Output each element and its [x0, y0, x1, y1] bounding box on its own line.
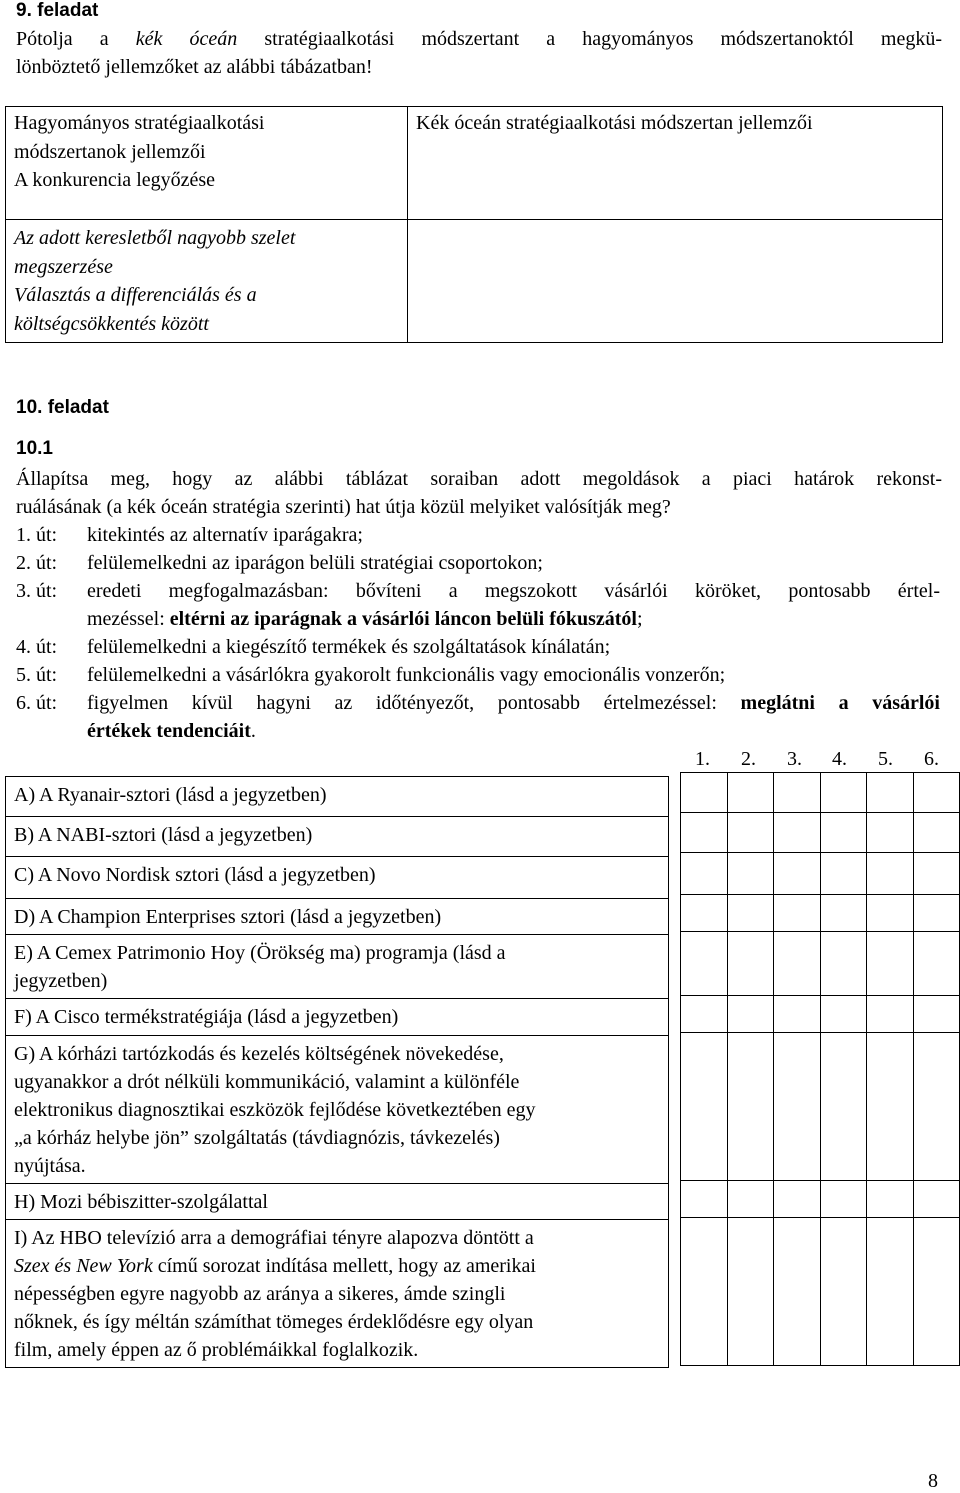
- blue-ocean-header-cell[interactable]: [408, 107, 943, 220]
- answer-cell-d-4[interactable]: [820, 895, 867, 932]
- task9-instruction-line1: Pótolja a kék óceán stratégiaalkotási módszertant a hagyományos módszertanoktól megkü-: [16, 28, 943, 50]
- answer-cell-a-5[interactable]: [867, 773, 914, 813]
- answer-cell-h-1[interactable]: [681, 1181, 728, 1218]
- answer-cell-a-3[interactable]: [774, 773, 821, 813]
- answer-cell-h-5[interactable]: [867, 1181, 914, 1218]
- task9-comparison-table: [5, 106, 943, 343]
- answer-cell-b-1[interactable]: [681, 813, 728, 853]
- answer-cell-c-3[interactable]: [774, 853, 821, 895]
- grid-header-5: 5.: [878, 748, 893, 770]
- answer-cell-a-6[interactable]: [913, 773, 960, 813]
- way-3: 3. út: eredeti megfogalmazásban: bővíteni a megszokott vásárlói köröket, pontosabb értel- mezéssel: eltérni az iparágnak a vásárlói láncon belüli fókuszától;: [16, 580, 940, 630]
- answer-cell-g-2[interactable]: [727, 1033, 774, 1181]
- traditional-header: Hagyományos stratégiaalkotási módszertanok jellemzői: [14, 112, 265, 163]
- task9-title: 9. feladat: [16, 0, 99, 21]
- traditional-row-1: A konkurencia legyőzése: [14, 169, 216, 191]
- answer-cell-e-4[interactable]: [820, 932, 867, 996]
- grid-header-3: 3.: [787, 748, 802, 770]
- answer-cell-f-6[interactable]: [913, 996, 960, 1033]
- answer-cell-a-1[interactable]: [681, 773, 728, 813]
- answer-cell-b-5[interactable]: [867, 813, 914, 853]
- answer-cell-d-3[interactable]: [774, 895, 821, 932]
- case-e: E) A Cemex Patrimonio Hoy (Örökség ma) programja (lásd a jegyzetben): [6, 935, 669, 999]
- traditional-row-2: Az adott keresletből nagyobb szelet megszerzése: [14, 227, 296, 278]
- case-f: F) A Cisco termékstratégiája (lásd a jegyzetben): [6, 999, 669, 1036]
- traditional-rows-cell: [6, 220, 408, 343]
- case-i: I) Az HBO televízió arra a demográfiai tényre alapozva döntött a Szex és New York című sorozat indítása mellett, hogy az amerikai népességben egyre nagyobb az aránya a sikeres, ámde szingli nőknek, és így méltán számíthat tömeges érdeklődésre egy olyan film, amely éppen az ő problémáikkal foglalkozik.: [6, 1220, 669, 1368]
- answer-cell-b-6[interactable]: [913, 813, 960, 853]
- answer-cell-c-2[interactable]: [727, 853, 774, 895]
- answer-cell-i-1[interactable]: [681, 1218, 728, 1366]
- task10-question-line2: ruálásának (a kék óceán stratégia szerinti) hat útja közül melyiket valósítják meg?: [16, 496, 671, 518]
- answer-cell-b-4[interactable]: [820, 813, 867, 853]
- way-6: 6. út: figyelmen kívül hagyni az időtényezőt, pontosabb értelmezéssel: meglátni a vásárlói értékek tendenciáit.: [16, 692, 940, 742]
- answer-cell-b-3[interactable]: [774, 813, 821, 853]
- answer-cell-i-5[interactable]: [867, 1218, 914, 1366]
- task9-instruction-line2: lönböztető jellemzőket az alábbi tábázatban!: [16, 56, 373, 78]
- answer-cell-e-1[interactable]: [681, 932, 728, 996]
- answer-cell-a-4[interactable]: [820, 773, 867, 813]
- answer-cell-f-4[interactable]: [820, 996, 867, 1033]
- answer-cell-i-6[interactable]: [913, 1218, 960, 1366]
- blue-ocean-answer-cell[interactable]: [408, 220, 943, 343]
- answer-cell-f-3[interactable]: [774, 996, 821, 1033]
- grid-header-4: 4.: [832, 748, 847, 770]
- grid-header-1: 1.: [695, 748, 710, 770]
- answer-cell-c-5[interactable]: [867, 853, 914, 895]
- task10-question: [16, 465, 942, 521]
- answer-cell-g-4[interactable]: [820, 1033, 867, 1181]
- answer-cell-h-2[interactable]: [727, 1181, 774, 1218]
- traditional-row-3: Választás a differenciálás és a költségcsökkentés között: [14, 284, 257, 335]
- grid-column-headers: [680, 745, 960, 773]
- answer-cell-i-3[interactable]: [774, 1218, 821, 1366]
- answer-cell-h-4[interactable]: [820, 1181, 867, 1218]
- task10-title: 10. feladat: [16, 397, 109, 418]
- answer-cell-e-2[interactable]: [727, 932, 774, 996]
- case-b: B) A NABI-sztori (lásd a jegyzetben): [6, 817, 669, 857]
- answer-cell-g-1[interactable]: [681, 1033, 728, 1181]
- case-d: D) A Champion Enterprises sztori (lásd a jegyzetben): [6, 899, 669, 935]
- answer-cell-i-4[interactable]: [820, 1218, 867, 1366]
- traditional-header-cell: [6, 107, 408, 220]
- answer-cell-c-1[interactable]: [681, 853, 728, 895]
- answer-cell-e-6[interactable]: [913, 932, 960, 996]
- task10-question-line1: Állapítsa meg, hogy az alábbi táblázat soraiban adott megoldások a piaci határok rekonst-: [16, 468, 942, 490]
- case-a: A) A Ryanair-sztori (lásd a jegyzetben): [6, 777, 669, 817]
- answer-cell-d-1[interactable]: [681, 895, 728, 932]
- answer-cell-e-3[interactable]: [774, 932, 821, 996]
- cases-table: [5, 776, 669, 1368]
- page-number: 8: [928, 1470, 938, 1492]
- answer-cell-d-5[interactable]: [867, 895, 914, 932]
- answer-grid: [680, 772, 960, 1366]
- answer-cell-f-2[interactable]: [727, 996, 774, 1033]
- blue-ocean-header: Kék óceán stratégiaalkotási módszertan jellemzői: [416, 112, 813, 134]
- answer-cell-d-2[interactable]: [727, 895, 774, 932]
- answer-cell-a-2[interactable]: [727, 773, 774, 813]
- answer-cell-g-6[interactable]: [913, 1033, 960, 1181]
- answer-cell-h-3[interactable]: [774, 1181, 821, 1218]
- grid-header-2: 2.: [741, 748, 756, 770]
- answer-cell-g-5[interactable]: [867, 1033, 914, 1181]
- answer-cell-f-5[interactable]: [867, 996, 914, 1033]
- answer-cell-c-4[interactable]: [820, 853, 867, 895]
- case-h: H) Mozi bébiszitter-szolgálattal: [6, 1184, 669, 1220]
- answer-cell-i-2[interactable]: [727, 1218, 774, 1366]
- answer-cell-b-2[interactable]: [727, 813, 774, 853]
- answer-cell-d-6[interactable]: [913, 895, 960, 932]
- answer-cell-h-6[interactable]: [913, 1181, 960, 1218]
- case-g: G) A kórházi tartózkodás és kezelés költségének növekedése, ugyanakkor a drót nélküli kommunikáció, valamint a különféle elektronikus diagnosztikai eszközök fejlődése következtében egy „a kórház helybe jön” szolgáltatás (távdiagnózis, távkezelés) nyújtása.: [6, 1036, 669, 1184]
- answer-cell-e-5[interactable]: [867, 932, 914, 996]
- answer-cell-g-3[interactable]: [774, 1033, 821, 1181]
- case-c: C) A Novo Nordisk sztori (lásd a jegyzetben): [6, 857, 669, 899]
- grid-header-6: 6.: [924, 748, 939, 770]
- answer-cell-f-1[interactable]: [681, 996, 728, 1033]
- task10-subtitle: 10.1: [16, 438, 53, 459]
- answer-cell-c-6[interactable]: [913, 853, 960, 895]
